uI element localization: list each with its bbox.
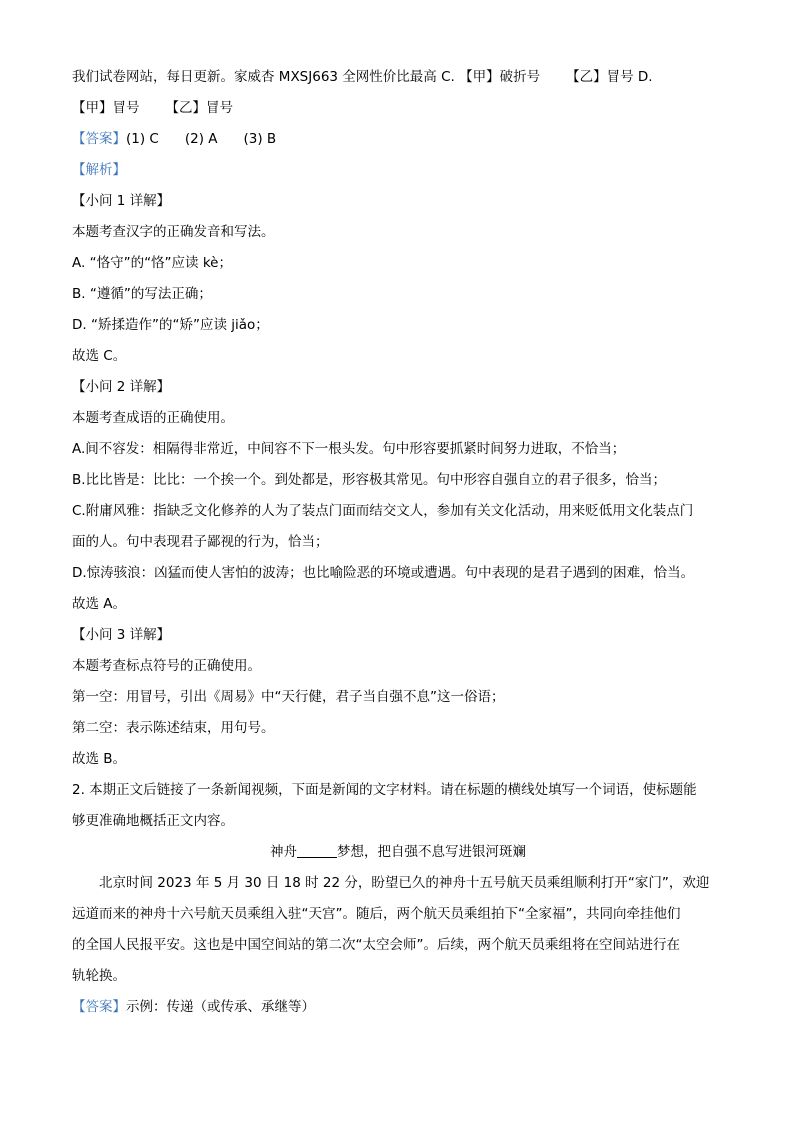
section-heading: 【小问 3 详解】 — [72, 627, 171, 643]
answer-tag: 【答案】 — [72, 131, 126, 147]
text-line: 故选 C。 — [72, 348, 127, 364]
section-heading: 【小问 1 详解】 — [72, 193, 171, 209]
text-line: D. “矫揉造作”的“矫”应读 jiǎo； — [72, 317, 269, 333]
news-paragraph-line: 远道而来的神舟十六号航天员乘组入驻“天宫”。随后，两个航天员乘组拍下“全家福”，共同向牵挂他们 — [72, 906, 681, 922]
text-line: A. “恪守”的“恪”应读 kè； — [72, 255, 232, 271]
answer-tag: 【答案】 — [72, 999, 126, 1015]
question-line: 2. 本期正文后链接了一条新闻视频，下面是新闻的文字材料。请在标题的横线处填写一个词语，使标题能 — [72, 782, 697, 798]
text-line: D.惊涛骇浪：凶猛而使人害怕的波涛；也比喻险恶的环境或遭遇。句中表现的是君子遇到的困难，恰当。 — [72, 565, 695, 581]
text-line: 第一空：用冒号，引出《周易》中“天行健，君子当自强不息”这一俗语； — [72, 689, 505, 705]
analysis-tag: 【解析】 — [72, 162, 126, 178]
news-title: 神舟 梦想，把自强不息写进银河斑斓 — [270, 844, 526, 860]
text-line: 面的人。句中表现君子鄙视的行为，恰当； — [72, 534, 329, 550]
document-page — [72, 62, 724, 1023]
text-line: B.比比皆是：比比：一个挨一个。到处都是，形容极其常见。句中形容自强自立的君子很多，恰当； — [72, 472, 667, 488]
text-line: A.间不容发：相隔得非常近，中间容不下一根头发。句中形容要抓紧时间努力进取，不恰当； — [72, 441, 626, 457]
text-line: 本题考查成语的正确使用。 — [72, 410, 234, 426]
text-line: C.附庸风雅：指缺乏文化修养的人为了装点门面而结交文人，参加有关文化活动，用来贬低用文化装点门 — [72, 503, 694, 519]
question-line: 够更准确地概括正文内容。 — [72, 813, 234, 829]
section-heading: 【小问 2 详解】 — [72, 379, 171, 395]
news-paragraph-line: 的全国人民报平安。这也是中国空间站的第二次“太空会师”。后续，两个航天员乘组将在空间站进行在 — [72, 937, 680, 953]
answer-line: 【答案】(1) C (2) A (3) B — [72, 131, 277, 147]
text-line: 第二空：表示陈述结束，用句号。 — [72, 720, 275, 736]
news-paragraph-line: 轨轮换。 — [72, 968, 126, 984]
text-line: 我们试卷网站，每日更新。家威杏 MXSJ663 全网性价比最高 C. 【甲】破折号 【乙】冒号 D. — [72, 69, 653, 85]
text-line: 【甲】冒号 【乙】冒号 — [72, 100, 233, 116]
text-line: 本题考查标点符号的正确使用。 — [72, 658, 261, 674]
text-line: 故选 B。 — [72, 751, 127, 767]
news-paragraph-line: 北京时间 2023 年 5 月 30 日 18 时 22 分，盼望已久的神舟十五号航天员乘组顺利打开“家门”，欢迎 — [99, 875, 710, 891]
fill-blank — [297, 844, 337, 859]
text-line: 故选 A。 — [72, 596, 127, 612]
text-line: 本题考查汉字的正确发音和写法。 — [72, 224, 275, 240]
text-line: B. “遵循”的写法正确； — [72, 286, 212, 302]
answer-line: 【答案】示例：传递（或传承、承继等） — [72, 999, 315, 1015]
